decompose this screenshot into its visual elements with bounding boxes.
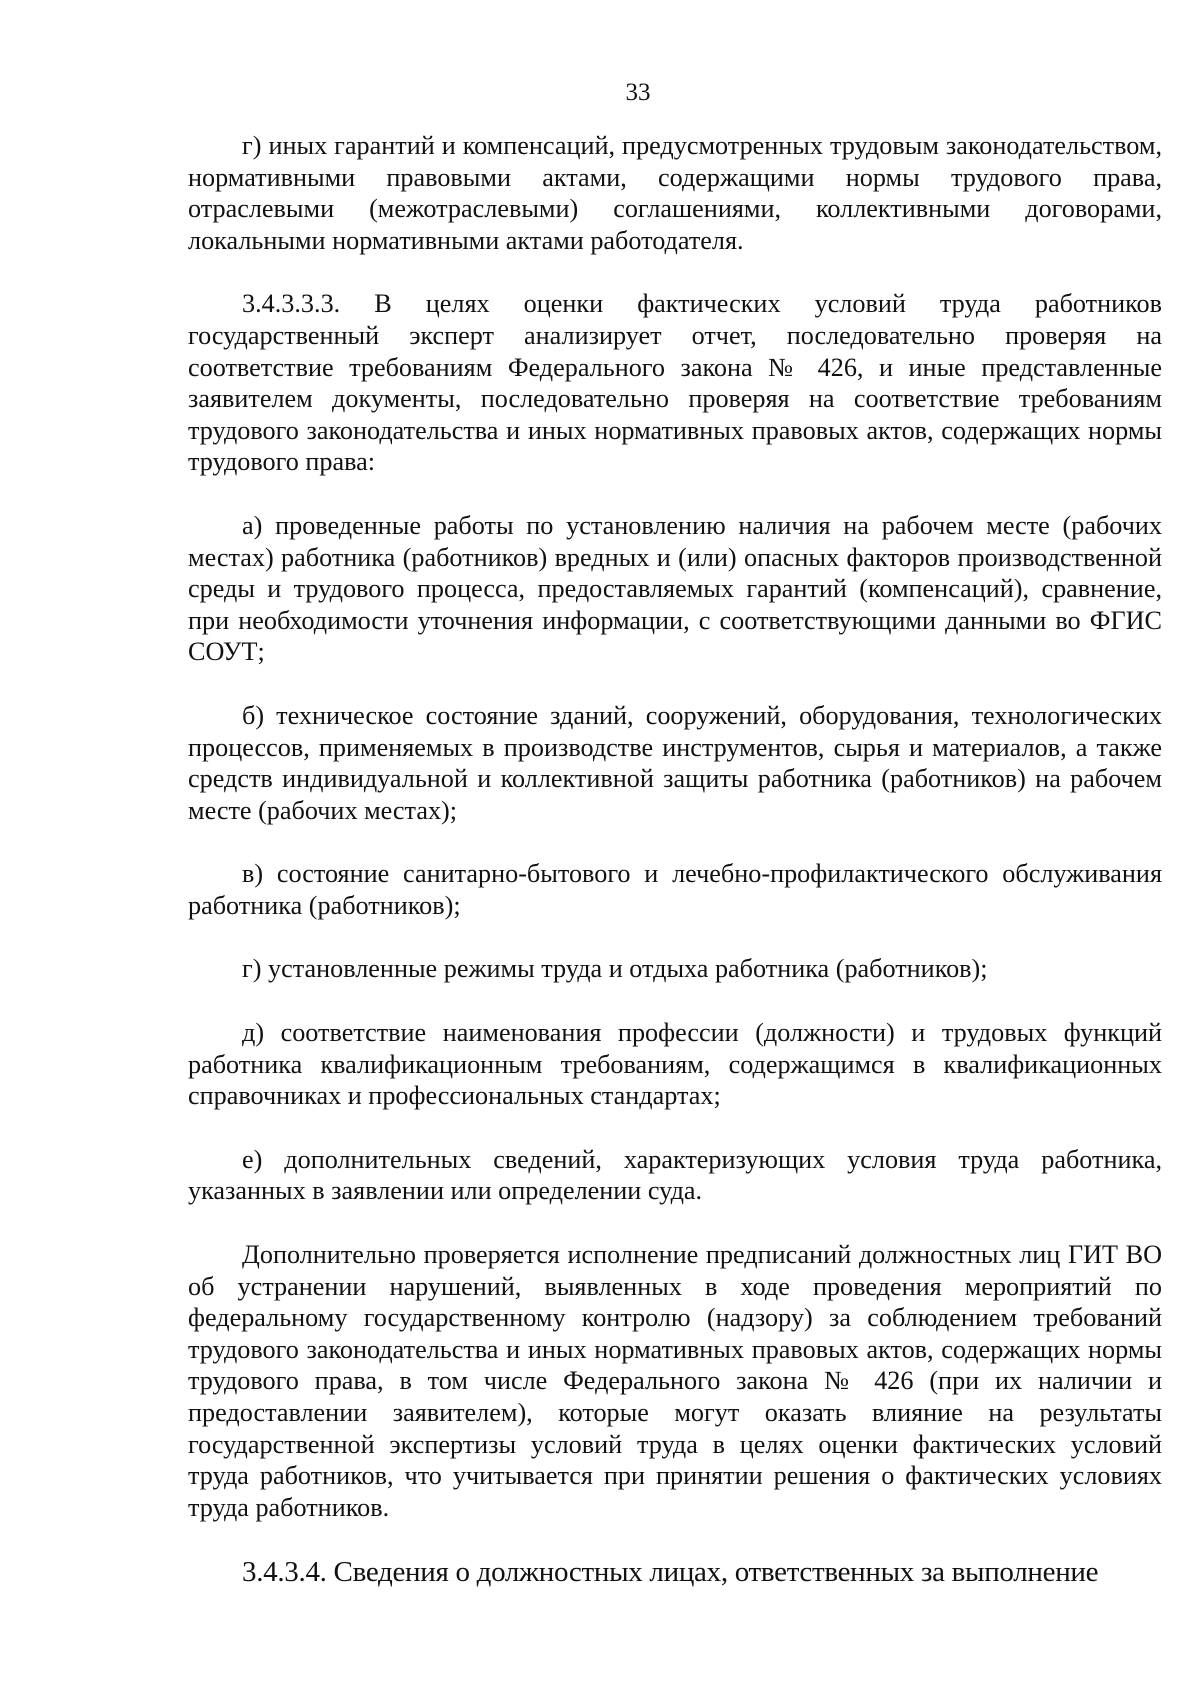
- paragraph-clause-3-4-3-3-3: 3.4.3.3.3. В целях оценки фактических условий труда работников государственный эксперт анализирует отчет, последовательно проверяя на соответствие требованиям Федерального закона № 426, и иные представленные заявителем документы, последовательно проверяя на соответствие требованиям трудового законодательства и иных нормативных правовых актов, содержащих нормы трудового права:: [188, 289, 1162, 477]
- document-body: [188, 130, 1162, 1589]
- paragraph-item-e: е) дополнительных сведений, характеризующих условия труда работника, указанных в заявлении или определении суда.: [188, 1144, 1162, 1206]
- paragraph-item-v: в) состояние санитарно-бытового и лечебно-профилактического обслуживания работника (работников);: [188, 859, 1162, 920]
- paragraph-additional-check: Дополнительно проверяется исполнение предписаний должностных лиц ГИТ ВО об устранении нарушений, выявленных в ходе проведения мероприятий по федеральному государственному контролю (надзору) за соблюдением требований трудового законодательства и иных нормативных правовых актов, содержащих нормы трудового права, в том числе Федерального закона № 426 (при их наличии и предоставлении заявителем), которые могут оказать влияние на результаты государственной экспертизы условий труда в целях оценки фактических условий труда работников, что учитывается при принятии решения о фактических условиях труда работников.: [188, 1240, 1162, 1522]
- page-number: 33: [625, 79, 651, 106]
- paragraph-item-g-guarantees: г) иных гарантий и компенсаций, предусмотренных трудовым законодательством, нормативными правовыми актами, содержащими нормы трудового права, отраслевыми (межотраслевыми) соглашениями, коллективными договорами, локальными нормативными актами работодателя.: [188, 131, 1162, 255]
- paragraph-item-d: д) соответствие наименования профессии (должности) и трудовых функций работника квалификационным требованиям, содержащимся в квалификационных справочниках и профессиональных стандартах;: [188, 1018, 1162, 1111]
- paragraph-item-a: а) проведенные работы по установлению наличия на рабочем месте (рабочих местах) работника (работников) вредных и (или) опасных факторов производственной среды и трудового процесса, предоставляемых гарантий (компенсаций), сравнение, при необходимости уточнения информации, с соответствующими данными во ФГИС СОУТ;: [188, 510, 1162, 667]
- paragraph-item-g: г) установленные режимы труда и отдыха работника (работников);: [242, 954, 988, 984]
- section-heading-3-4-3-4: 3.4.3.4. Сведения о должностных лицах, ответственных за выполнение: [242, 1556, 1099, 1589]
- paragraph-item-b: б) техническое состояние зданий, сооружений, оборудования, технологических процессов, применяемых в производстве инструментов, сырья и материалов, а также средств индивидуальной и коллективной защиты работника (работников) на рабочем месте (рабочих местах);: [188, 700, 1162, 825]
